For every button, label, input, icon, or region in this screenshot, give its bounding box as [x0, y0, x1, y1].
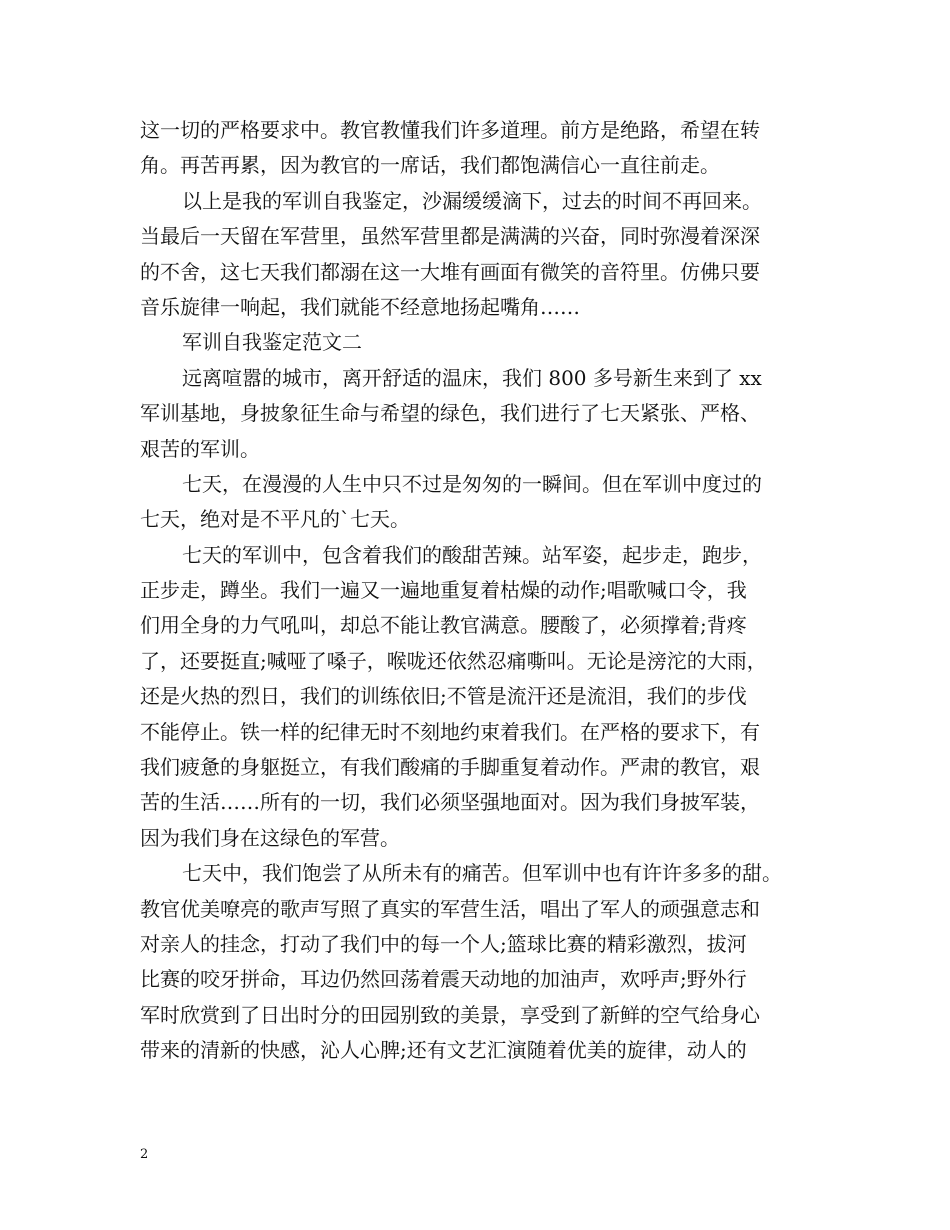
text-line: 比赛的咬牙拼命，耳边仍然回荡着震天动地的加油声，欢呼声;野外行 — [140, 967, 747, 992]
section-heading: 军训自我鉴定范文二 — [182, 330, 362, 355]
text-line: 正步走，蹲坐。我们一遍又一遍地重复着枯燥的动作;唱歌喊口令，我 — [140, 578, 747, 603]
text-line: 对亲人的挂念，打动了我们中的每一个人;篮球比赛的精彩激烈，拔河 — [140, 931, 747, 956]
text-line: 这一切的严格要求中。教官教懂我们许多道理。前方是绝路，希望在转 — [140, 118, 760, 142]
text-line: 音乐旋律一响起，我们就能不经意地扬起嘴角…… — [140, 294, 580, 319]
text-line: 角。再苦再累，因为教官的一席话，我们都饱满信心一直往前走。 — [140, 153, 720, 178]
text-line: 当最后一天留在军营里，虽然军营里都是满满的兴奋，同时弥漫着深深 — [140, 224, 760, 249]
text-line: 不能停止。铁一样的纪律无时不刻地约束着我们。在严格的要求下，有 — [140, 719, 760, 744]
text-line: 还是火热的烈日，我们的训练依旧;不管是流汗还是流泪，我们的步伐 — [140, 684, 747, 709]
page-number: 2 — [140, 1147, 149, 1162]
text-line: 七天，绝对是不平凡的`七天。 — [140, 507, 410, 532]
paragraph-start: 以上是我的军训自我鉴定，沙漏缓缓滴下，过去的时间不再回来。 — [182, 188, 762, 213]
text-line: 艰苦的军训。 — [140, 436, 260, 461]
text-line: 们用全身的力气吼叫，却总不能让教官满意。腰酸了，必须撑着;背疼 — [140, 613, 747, 638]
paragraph-start: 远离喧嚣的城市，离开舒适的温床，我们 800 多号新生来到了 xx — [182, 365, 762, 390]
text-line: 了，还要挺直;喊哑了嗓子，喉咙还依然忍痛嘶叫。无论是滂沱的大雨， — [140, 648, 767, 673]
paragraph-start: 七天，在漫漫的人生中只不过是匆匆的一瞬间。但在军训中度过的 — [182, 471, 762, 496]
text-line: 军时欣赏到了日出时分的田园别致的美景，享受到了新鲜的空气给身心 — [140, 1002, 760, 1027]
text-line: 苦的生活……所有的一切，我们必须坚强地面对。因为我们身披军装， — [140, 790, 760, 815]
paragraph-start: 七天的军训中，包含着我们的酸甜苦辣。站军姿，起步走，跑步， — [182, 542, 762, 567]
text-line: 因为我们身在这绿色的军营。 — [140, 825, 400, 850]
paragraph-start: 七天中，我们饱尝了从所未有的痛苦。但军训中也有许许多多的甜。 — [182, 861, 782, 886]
body-text — [140, 113, 820, 1069]
text-line: 我们疲惫的身躯挺立，有我们酸痛的手脚重复着动作。严肃的教官，艰 — [140, 755, 760, 780]
text-line: 的不舍，这七天我们都溺在这一大堆有画面有微笑的音符里。仿佛只要 — [140, 259, 760, 284]
text-line: 带来的清新的快感，沁人心脾;还有文艺汇演随着优美的旋律，动人的 — [140, 1038, 747, 1063]
text-line: 军训基地，身披象征生命与希望的绿色，我们进行了七天紧张、严格、 — [140, 401, 760, 426]
text-line: 教官优美嘹亮的歌声写照了真实的军营生活，唱出了军人的顽强意志和 — [140, 896, 760, 921]
